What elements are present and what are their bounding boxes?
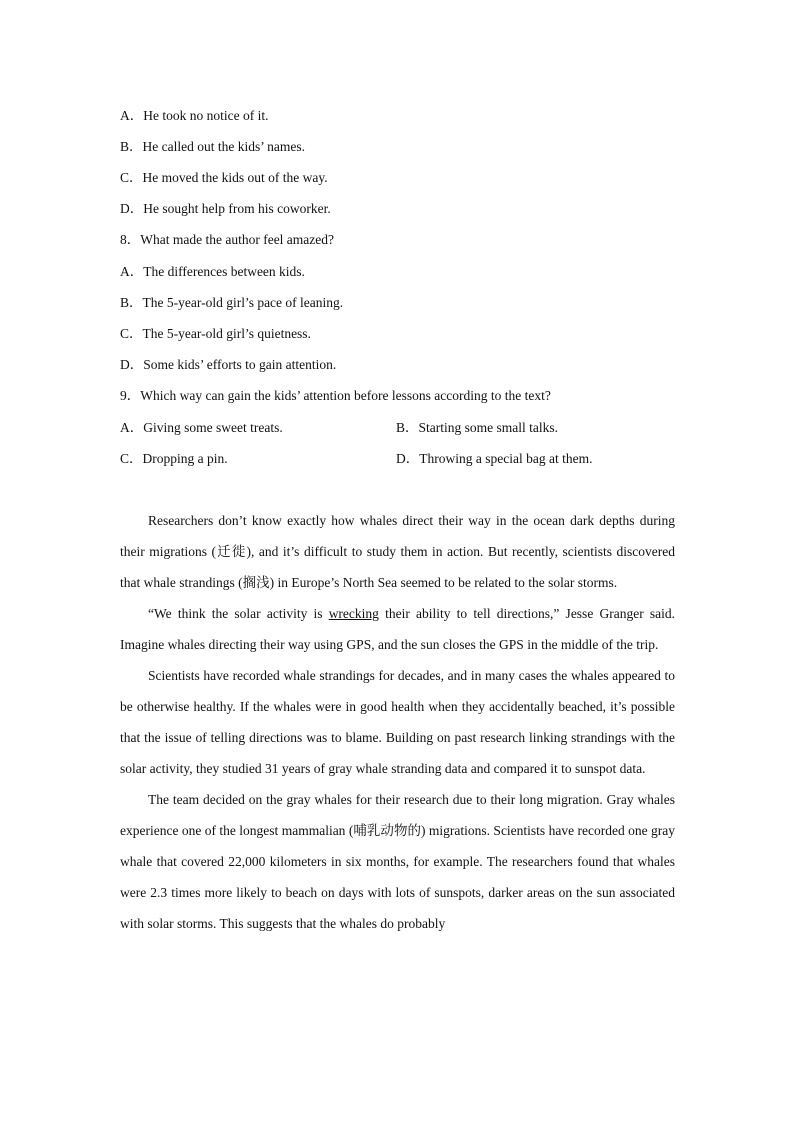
reading-passage — [120, 505, 675, 939]
passage-paragraph-1: Researchers don’t know exactly how whales direct their way in the ocean dark depths during their migrations (迁徙), and it’s difficult to study them in action. But recently, scientists discovered that whale strandings (搁浅) in Europe’s North Sea seemed to be related to the solar storms. — [120, 513, 675, 590]
q7-option-b: B．He called out the kids’ names. — [120, 139, 305, 154]
paragraph-2-text-end: their ability to tell directions,” Jesse Granger said. Imagine whales directing their way using GPS, and the sun closes the GPS in the middle of the trip. — [120, 606, 676, 652]
underlined-word: wrecking — [328, 606, 379, 621]
q7-option-a: A．He took no notice of it. — [120, 108, 269, 123]
q7-option-c: C．He moved the kids out of the way. — [120, 170, 328, 185]
q8-option-b: B．The 5-year-old girl’s pace of leaning. — [120, 295, 344, 310]
passage-paragraph-4: The team decided on the gray whales for their research due to their long migration. Gray whales experience one of the longest mammalian (哺乳动物的) migrations. Scientists have recorded one gray whale that covered 22,000 kilometers in six months, for example. The researchers found that whales were 2.3 times more likely to beach on days with lots of sunspots, darker areas on the sun associated with solar storms. This suggests that the whales do probably — [120, 792, 675, 931]
q8-stem: 8．What made the author feel amazed? — [120, 232, 335, 247]
q9-option-a: A．Giving some sweet treats. — [120, 420, 283, 435]
passage-paragraph-3: Scientists have recorded whale strandings for decades, and in many cases the whales appeared to be otherwise healthy. If the whales were in good health when they accidentally beached, it’s possible that the issue of telling directions was to blame. Building on past research linking strandings with the solar activity, they studied 31 years of gray whale stranding data and compared it to sunspot data. — [120, 668, 675, 776]
q8-option-a: A．The differences between kids. — [120, 264, 305, 279]
q9-stem: 9．Which way can gain the kids’ attention before lessons according to the text? — [120, 388, 551, 403]
q8-option-c: C．The 5-year-old girl’s quietness. — [120, 326, 311, 341]
q9-option-c: C．Dropping a pin. — [120, 451, 228, 466]
paragraph-2-text-start: “We think the solar activity is — [148, 606, 329, 621]
q9-option-d: D．Throwing a special bag at them. — [396, 451, 593, 466]
q8-option-d: D．Some kids’ efforts to gain attention. — [120, 357, 337, 372]
passage-paragraph-2 — [120, 598, 675, 660]
q7-option-d: D．He sought help from his coworker. — [120, 201, 331, 216]
q9-option-b: B．Starting some small talks. — [396, 420, 558, 435]
